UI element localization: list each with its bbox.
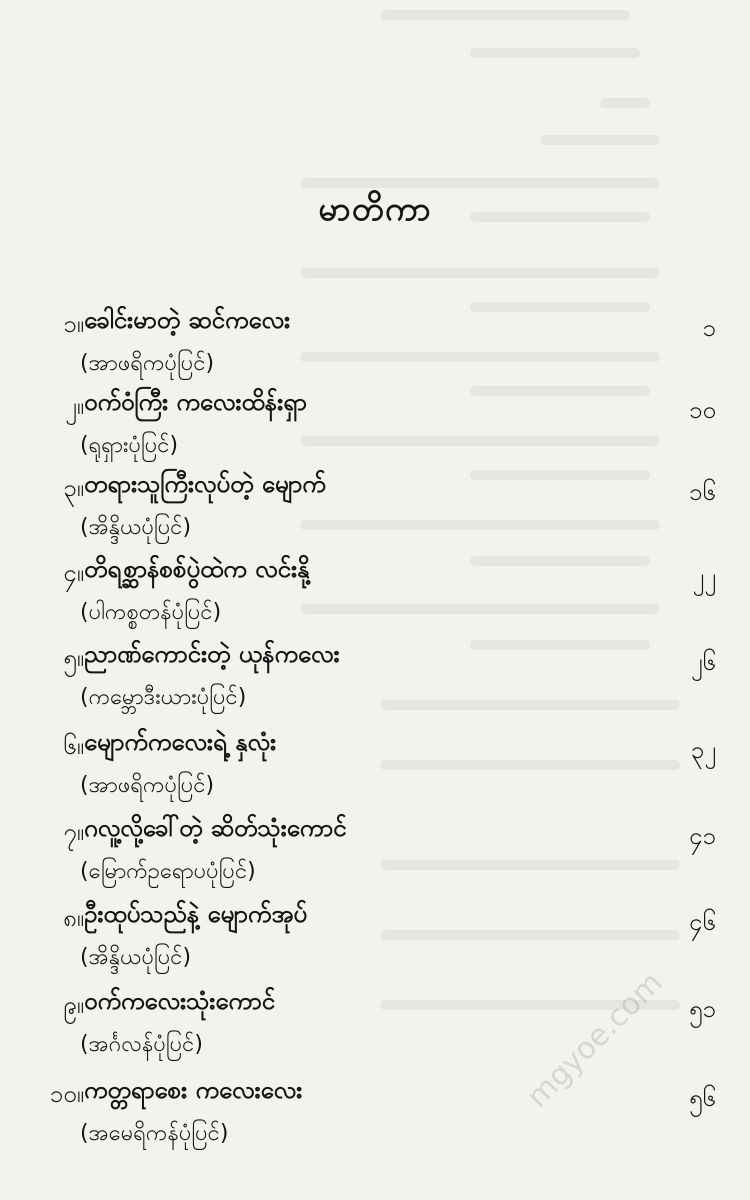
toc-entry-7 xyxy=(0,810,750,898)
entry-origin: (အိန္ဒိယပုံပြင်) xyxy=(80,945,192,970)
entry-page-number: ၂၂ xyxy=(692,563,716,591)
site-watermark: mgyoe.com xyxy=(520,965,670,1115)
entry-number: ၇။ xyxy=(63,818,84,846)
entry-title: ညာဏ်ကောင်းတဲ့ ယုန်ကလေး xyxy=(84,640,340,668)
entry-origin: (ကမ္ဘောဒီးယားပုံပြင်) xyxy=(80,685,247,710)
entry-number: ၅။ xyxy=(63,644,84,672)
entry-page-number: ၄၁ xyxy=(689,822,716,850)
entry-page-number: ၃၂ xyxy=(690,736,716,764)
entry-title: တရားသူကြီးလုပ်တဲ့ မျောက် xyxy=(84,470,326,498)
entry-title: ဂလူ့လို့ခေါ်တဲ့ ဆိတ်သုံးကောင် xyxy=(84,814,347,842)
entry-number: ၄။ xyxy=(63,559,84,587)
entry-page-number: ၁၆ xyxy=(689,478,716,506)
page-title: မာတိကာ xyxy=(318,189,432,228)
entry-number: ၁။ xyxy=(63,310,84,338)
toc-entry-3 xyxy=(0,466,750,554)
entry-page-number: ၅၆ xyxy=(689,1084,716,1112)
entry-number: ၈။ xyxy=(63,904,84,932)
toc-entry-2 xyxy=(0,384,750,472)
entry-page-number: ၁၀ xyxy=(689,396,716,424)
entry-title: ဝက်ဝံကြီး ကလေးထိန်းရှာ xyxy=(84,388,307,416)
entry-title: တိရစ္ဆာန်စစ်ပွဲထဲက လင်းနို့ xyxy=(84,555,310,583)
entry-number: ၂။ xyxy=(64,392,84,420)
entry-page-number: ၂၆ xyxy=(690,648,716,676)
entry-title: မျောက်ကလေးရဲ့ နှလုံး xyxy=(84,728,277,756)
toc-entry-10 xyxy=(0,1072,750,1160)
entry-title: ဦးထုပ်သည်နဲ့ မျောက်အုပ် xyxy=(84,900,308,928)
entry-title: ဝက်ကလေးသုံးကောင် xyxy=(84,987,276,1015)
toc-entry-1 xyxy=(0,302,750,390)
entry-origin: (အမေရိကန်ပုံပြင်) xyxy=(80,1121,229,1146)
entry-page-number: ၅၁ xyxy=(689,995,716,1023)
entry-origin: (ရုရှားပုံပြင်) xyxy=(80,433,179,458)
entry-origin: (မြောက်ဥရောပပုံပြင်) xyxy=(80,859,256,884)
entry-page-number: ၄၆ xyxy=(689,908,716,936)
entry-title: ကတ္တရာစေး ကလေးလေး xyxy=(84,1076,303,1104)
entry-page-number: ၁ xyxy=(702,314,716,342)
entry-origin: (အင်္ဂလန်ပုံပြင်) xyxy=(80,1032,203,1057)
toc-entry-4 xyxy=(0,551,750,639)
toc-entry-6 xyxy=(0,724,750,812)
entry-number: ၉။ xyxy=(63,991,84,1019)
entry-origin: (အိန္ဒိယပုံပြင်) xyxy=(80,515,192,540)
entry-origin: (အာဖရိကပုံပြင်) xyxy=(80,351,215,376)
entry-number: ၃။ xyxy=(63,474,84,502)
toc-entry-5 xyxy=(0,636,750,724)
entry-origin: (ပါကစ္စတန်ပုံပြင်) xyxy=(80,600,222,625)
entry-number: ၁၀။ xyxy=(49,1080,84,1108)
entry-origin: (အာဖရိကပုံပြင်) xyxy=(80,773,215,798)
entry-number: ၆။ xyxy=(63,732,84,760)
entry-title: ခေါင်းမာတဲ့ ဆင်ကလေး xyxy=(84,306,291,334)
